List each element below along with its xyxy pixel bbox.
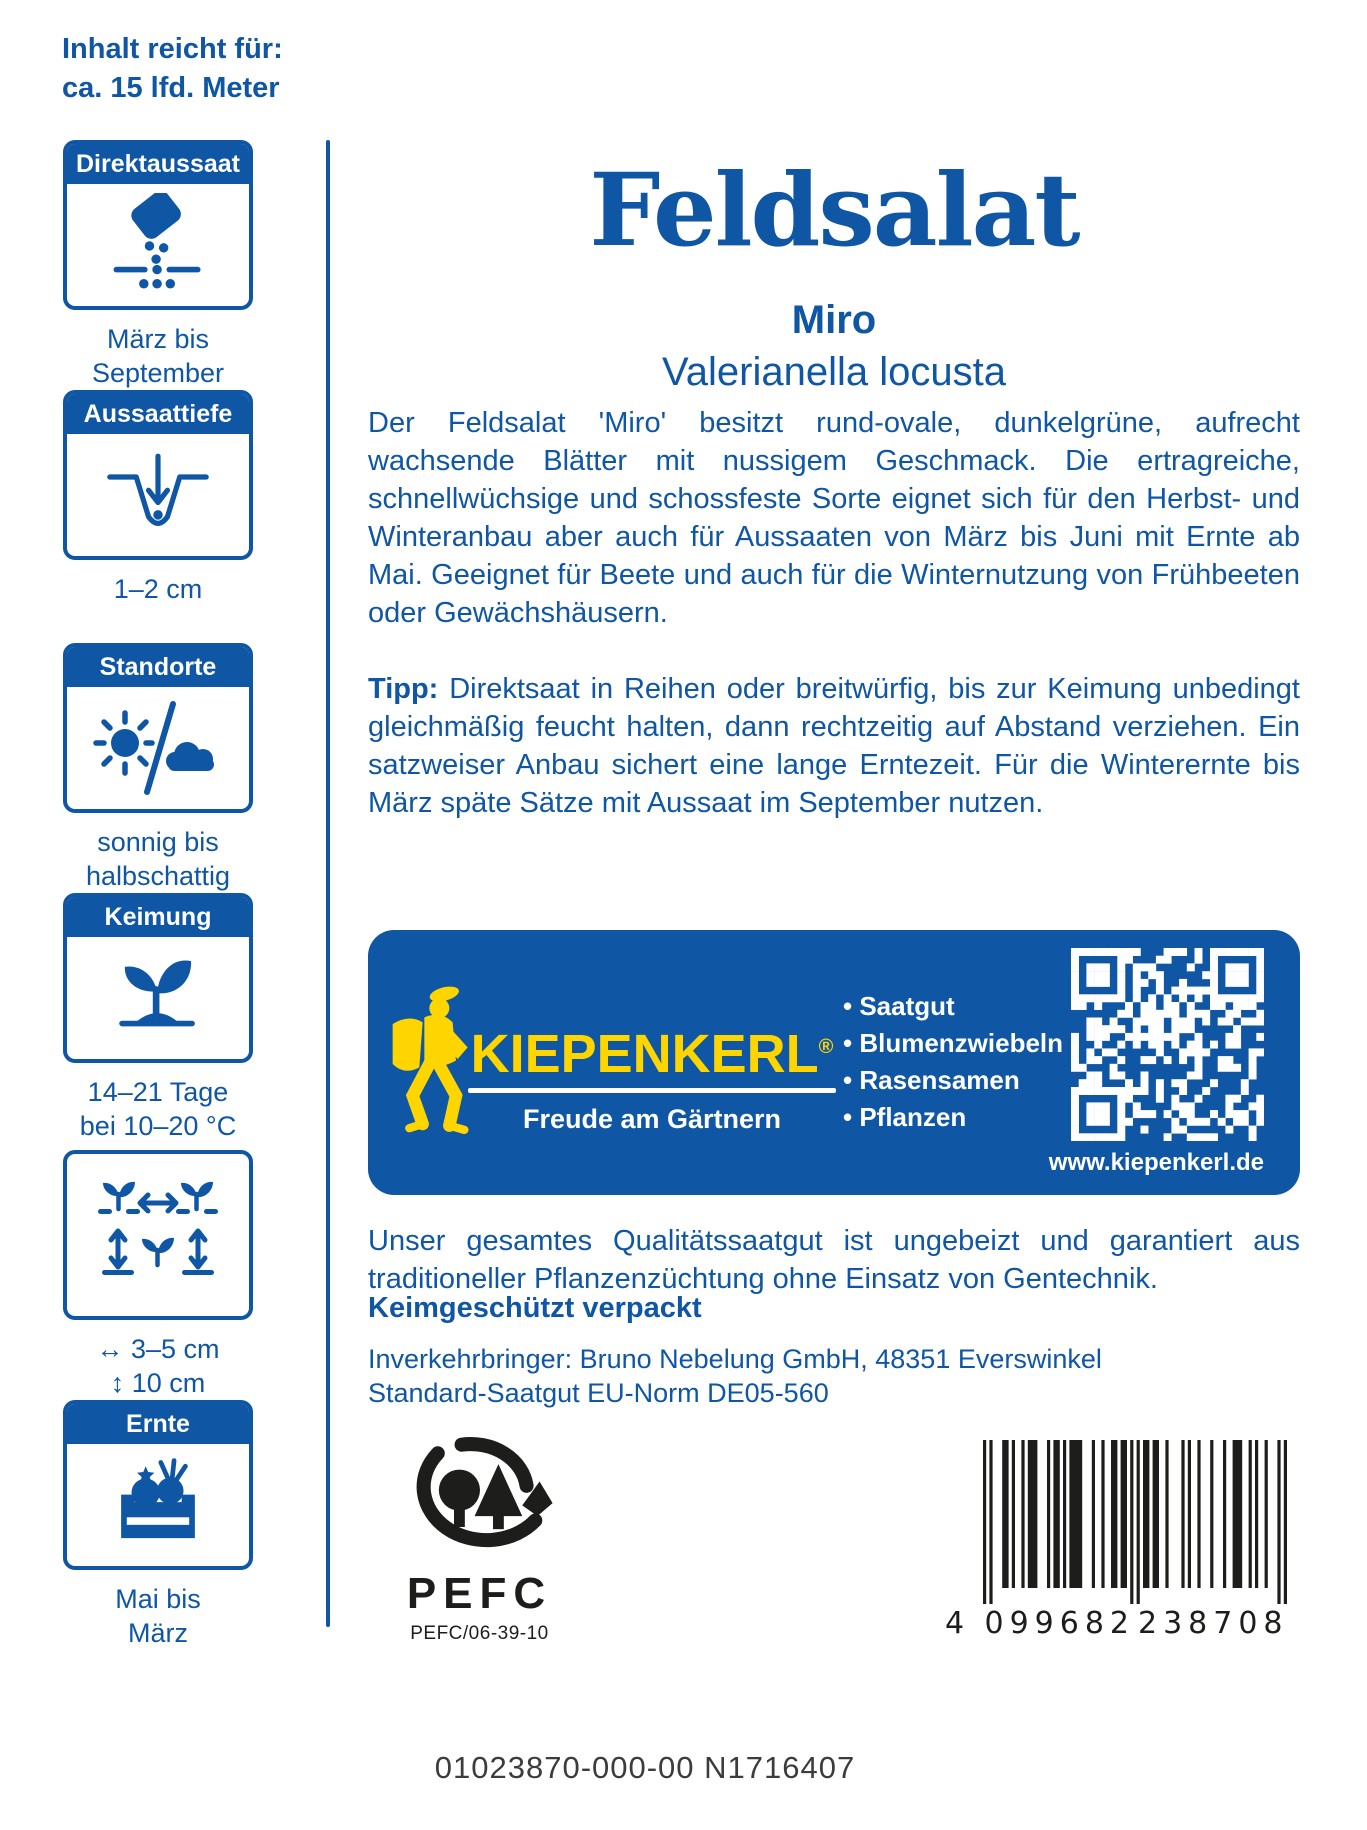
tip-text: Direktsaat in Reihen oder breitwürfig, bis zur Keimung unbedingt gleichmäßig feucht halten, dann rechtzeitig auf Abstand verziehen. Ein satzweiser Anbau sichert eine lange Erntezeit. Für die Winterernte bis März späte Sätze mit Aussaat im September nutzen. <box>368 673 1300 819</box>
caption-line: März bis <box>106 324 209 354</box>
pefc-code: PEFC/06-39-10 <box>410 1623 549 1644</box>
product-item: • Blumenzwiebeln <box>843 1025 1063 1062</box>
caption-line: Mai bis <box>115 1584 201 1614</box>
brand-wordmark <box>468 1022 836 1084</box>
pefc-label: PEFC <box>406 1569 553 1618</box>
description-paragraph: Der Feldsalat 'Miro' besitzt rund-ovale, dunkelgrüne, aufrecht wachsende Blätter mit nussigem Geschmack. Die ertragreiche, schnellwüchsige und schossfeste Sorte eignet sich für den Herbst- und Winteranbau aber auch für Aussaaten von März bis Juni mit Ernte ab Mai. Geeignet für Beete und auch für die Winternutzung von Frühbeeten oder Gewächshäusern. <box>368 407 1300 629</box>
brand-banner <box>368 930 1300 1195</box>
info-box-caption <box>63 1582 253 1650</box>
barcode-lead-digit: 4 <box>945 1606 965 1641</box>
content-note-line2: ca. 15 lfd. Meter <box>62 72 280 104</box>
horizontal-spacing-value: ↔ 3–5 cm <box>96 1334 220 1364</box>
content-note-line1: Inhalt reicht für: <box>62 33 283 65</box>
brand-lockup <box>468 1022 836 1135</box>
caption-line: 14–21 Tage <box>87 1077 229 1107</box>
info-box-title: Keimung <box>67 897 249 937</box>
botanical-name: Valerianella locusta <box>662 350 1006 394</box>
content-note <box>62 30 283 108</box>
info-box-caption <box>63 322 253 390</box>
caption-line: September <box>91 358 225 388</box>
packaging-note: Keimgeschützt verpackt <box>368 1292 702 1324</box>
brand-tagline: Freude am Gärtnern <box>522 1104 782 1134</box>
product-item: • Pflanzen <box>843 1099 1063 1136</box>
barcode-group1: 099682 <box>984 1606 1136 1641</box>
tip-paragraph <box>368 670 1300 822</box>
qr-code <box>1071 948 1264 1141</box>
sowing-depth-icon <box>106 443 210 547</box>
print-code: 01023870-000-00 N1716407 <box>434 1750 856 1785</box>
harvest-icon <box>106 1453 210 1557</box>
info-box-caption <box>63 572 253 606</box>
distributor-line2: Standard-Saatgut EU-Norm DE05-560 <box>368 1378 829 1408</box>
info-box-ernte <box>63 1400 253 1650</box>
info-box-direktaussaat <box>63 140 253 390</box>
info-box-caption <box>63 825 253 893</box>
info-box-title: Aussaattiefe <box>67 394 249 434</box>
caption-line: halbschattig <box>85 861 231 891</box>
caption-line: sonnig bis <box>97 827 219 857</box>
tip-label: Tipp: <box>368 673 439 705</box>
caption-line: bei 10–20 °C <box>79 1111 237 1141</box>
brand-name: KIEPENKERL <box>470 1024 819 1084</box>
vertical-divider <box>326 140 330 1627</box>
pefc-certification <box>372 1436 587 1645</box>
distributor-line1: Inverkehrbringer: Bruno Nebelung GmbH, 48351 Everswinkel <box>368 1344 1102 1374</box>
pefc-logo-icon <box>390 1436 570 1566</box>
info-box-title: Direktaussaat <box>67 144 249 184</box>
page-title: Feldsalat <box>589 151 1079 269</box>
sowing-icon <box>106 193 210 297</box>
brand-underline <box>468 1088 836 1093</box>
barcode-bars <box>983 1440 1287 1606</box>
info-box-abstand <box>63 1150 253 1400</box>
barcode-group2: 238708 <box>1137 1606 1289 1641</box>
caption-line: 1–2 cm <box>113 574 203 604</box>
info-box-title: Standorte <box>67 647 249 687</box>
spacing-icon <box>98 1175 218 1295</box>
caption-line: März <box>128 1618 188 1648</box>
registered-trademark: ® <box>818 1036 834 1058</box>
ean-barcode <box>945 1440 1290 1641</box>
sun-halfshade-icon <box>92 698 224 798</box>
variety-name: Miro <box>791 298 877 342</box>
info-box-keimung <box>63 893 253 1143</box>
germination-icon <box>106 946 210 1050</box>
info-box-title: Ernte <box>67 1404 249 1444</box>
info-box-standorte <box>63 643 253 893</box>
barcode-digits <box>945 1606 1290 1641</box>
distributor-info <box>368 1342 1300 1410</box>
product-item: • Saatgut <box>843 988 1063 1025</box>
info-box-caption <box>63 1332 253 1400</box>
product-list <box>843 988 1063 1136</box>
vertical-spacing-value: ↕ 10 cm <box>110 1368 206 1398</box>
product-item: • Rasensamen <box>843 1062 1063 1099</box>
info-box-aussaattiefe <box>63 390 253 606</box>
website-url: www.kiepenkerl.de <box>1048 1149 1264 1176</box>
info-box-caption <box>63 1075 253 1143</box>
quality-note: Unser gesamtes Qualitätssaatgut ist ungebeizt und garantiert aus traditioneller Pflanzenzüchtung ohne Einsatz von Gentechnik. <box>368 1225 1300 1295</box>
